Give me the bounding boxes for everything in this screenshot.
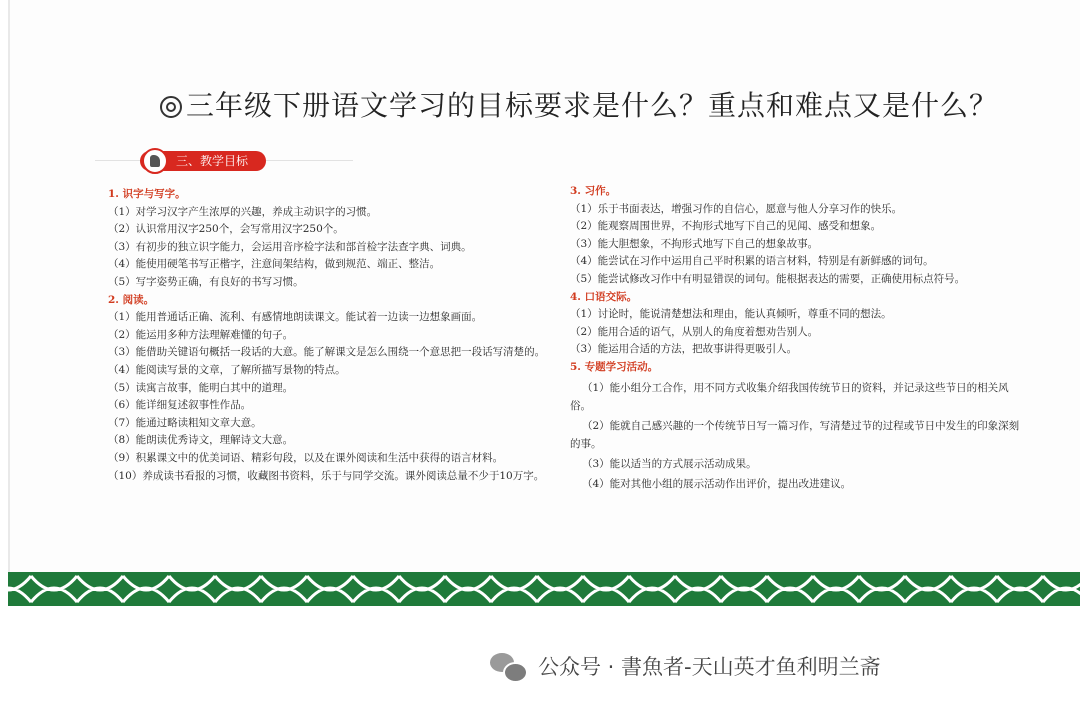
section-heading: 2. 阅读。 — [108, 293, 155, 306]
objective-item: （5）能尝试修改习作中有明显错误的词句。能根据表达的需要，正确使用标点符号。 — [570, 272, 966, 285]
double-circle-icon — [160, 96, 182, 118]
objective-item: （9）积累课文中的优美词语、精彩句段，以及在课外阅读和生活中获得的语言材料。 — [108, 451, 504, 464]
decorative-border — [8, 572, 1080, 606]
objective-item: （1）对学习汉字产生浓厚的兴趣，养成主动识字的习惯。 — [108, 205, 378, 218]
objective-item: （3）能运用合适的方法，把故事讲得更吸引人。 — [570, 343, 798, 356]
footer-text: 公众号 · 書魚者-天山英才鱼利明兰斋 — [538, 655, 881, 679]
objective-item: （2）能观察周围世界，不拘形式地写下自己的见闻、感受和想象。 — [570, 220, 882, 233]
objective-item: （3）能大胆想象，不拘形式地写下自己的想象故事。 — [570, 237, 819, 250]
objective-item: （1）能小组分工合作，用不同方式收集介绍我国传统节日的资料，并记录这些节日的相关风俗。 — [570, 381, 1009, 412]
section-badge-label: 三、教学目标 — [176, 154, 249, 168]
objective-item: （1）乐于书面表达，增强习作的自信心，愿意与他人分享习作的快乐。 — [570, 202, 903, 215]
objective-item: （3）有初步的独立识字能力，会运用音序检字法和部首检字法查字典、词典。 — [108, 240, 472, 253]
objective-item: （10）养成读书看报的习惯，收藏图书资料，乐于与同学交流。课外阅读总量不少于10万字。 — [108, 469, 545, 482]
arch-pattern-icon — [8, 572, 1080, 606]
page-title-text: 三年级下册语文学习的目标要求是什么？重点和难点又是什么？ — [186, 89, 999, 122]
objective-item: （4）能阅读写景的文章，了解所描写景物的特点。 — [108, 363, 346, 376]
page-title — [160, 84, 998, 124]
section-heading: 5. 专题学习活动。 — [570, 360, 659, 373]
left-column — [108, 186, 558, 485]
objective-item: （1）讨论时，能说清楚想法和理由，能认真倾听，尊重不同的想法。 — [570, 308, 892, 321]
objective-item: （4）能使用硬笔书写正楷字，注意间架结构，做到规范、端正、整洁。 — [108, 258, 441, 271]
section-heading: 4. 口语交际。 — [570, 290, 638, 303]
objective-item: （4）能尝试在习作中运用自己平时积累的语言材料，特别是有新鲜感的词句。 — [570, 255, 934, 268]
section-badge — [140, 151, 266, 171]
objective-item: （5）读寓言故事，能明白其中的道理。 — [108, 381, 294, 394]
section-heading: 3. 习作。 — [570, 185, 617, 197]
objective-item: （5）写字姿势正确，有良好的书写习惯。 — [108, 275, 304, 288]
watermark-footer — [490, 646, 881, 686]
right-column — [570, 183, 1020, 495]
objective-item: （2）能就自己感兴趣的一个传统节日写一篇习作，写清楚过节的过程或节日中发生的印象深刻的事。 — [570, 419, 1020, 450]
objective-item: （2）能用合适的语气，从别人的角度着想劝告别人。 — [570, 325, 819, 338]
objective-item: （7）能通过略读粗知文章大意。 — [108, 416, 262, 429]
objective-item: （3）能借助关键语句概括一段话的大意。能了解课文是怎么围绕一个意思把一段话写清楚的。 — [108, 346, 546, 359]
objective-item: （2）能运用多种方法理解难懂的句子。 — [108, 328, 294, 341]
objective-item: （3）能以适当的方式展示活动成果。 — [582, 457, 757, 470]
objective-item: （4）能对其他小组的展示活动作出评价，提出改进建议。 — [582, 477, 852, 490]
objective-item: （6）能详细复述叙事性作品。 — [108, 399, 252, 412]
section-heading: 1. 识字与写字。 — [108, 188, 186, 200]
objective-item: （2）认识常用汉字250个，会写常用汉字250个。 — [108, 223, 344, 236]
document-slide — [8, 0, 1080, 605]
objective-item: （1）能用普通话正确、流利、有感情地朗读课文。能试着一边读一边想象画面。 — [108, 311, 483, 324]
objective-item: （8）能朗读优秀诗文，理解诗文大意。 — [108, 434, 294, 447]
wechat-icon — [490, 651, 526, 681]
section-badge-icon — [142, 148, 168, 174]
